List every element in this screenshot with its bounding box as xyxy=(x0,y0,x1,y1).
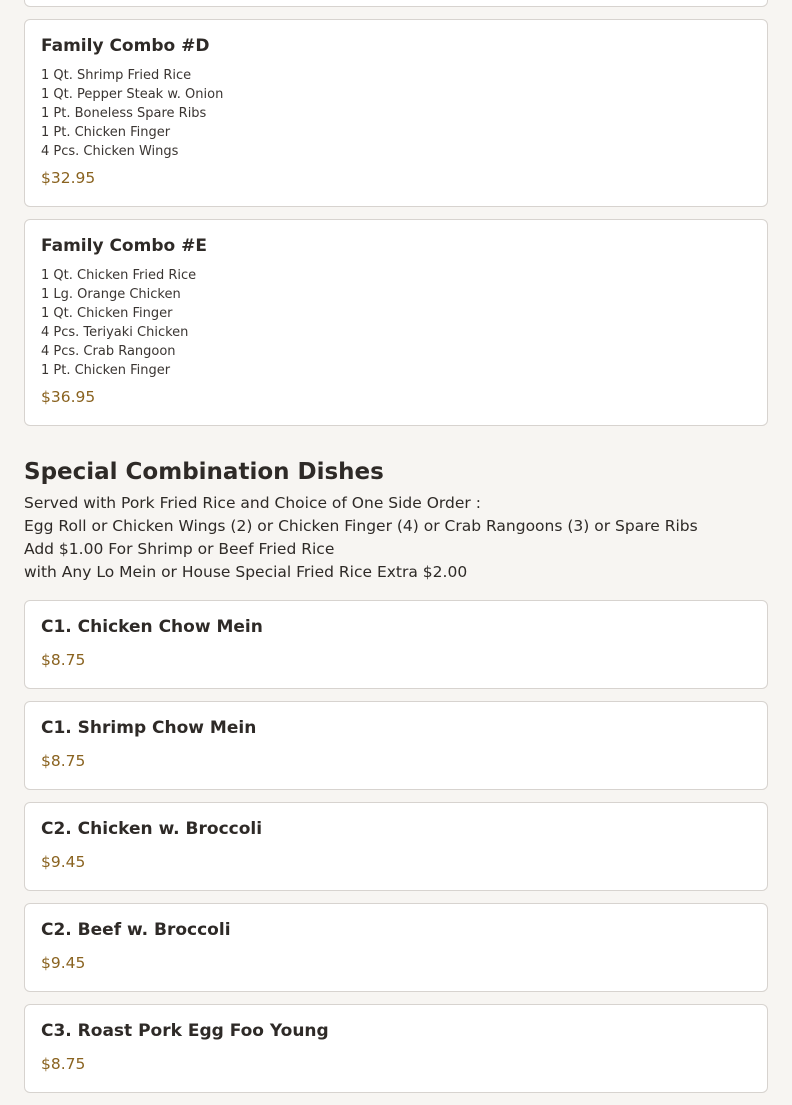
menu-item-title: C2. Chicken w. Broccoli xyxy=(41,819,263,839)
menu-item-card-previous[interactable] xyxy=(24,0,768,7)
menu-item-card-c1-shrimp-chow-mein[interactable] xyxy=(24,701,768,790)
menu-item-content-line: 1 Qt. Chicken Finger xyxy=(41,306,173,321)
menu-item-price: $8.75 xyxy=(41,651,86,669)
menu-item-content-line: 1 Lg. Orange Chicken xyxy=(41,287,181,302)
menu-item-price: $32.95 xyxy=(41,169,96,187)
section-note: with Any Lo Mein or House Special Fried Rice Extra $2.00 xyxy=(24,563,468,581)
menu-item-price: $36.95 xyxy=(41,388,96,406)
section-note: Served with Pork Fried Rice and Choice of One Side Order : xyxy=(24,494,481,512)
special-combination-section xyxy=(24,456,768,1093)
menu-item-title: C3. Roast Pork Egg Foo Young xyxy=(41,1021,329,1041)
menu-item-content-line: 1 Pt. Boneless Spare Ribs xyxy=(41,106,207,121)
menu-item-contents xyxy=(41,66,751,161)
section-description xyxy=(24,492,768,584)
menu-item-content-line: 4 Pcs. Crab Rangoon xyxy=(41,344,176,359)
menu-item-title: C1. Chicken Chow Mein xyxy=(41,617,263,637)
menu-page xyxy=(24,0,768,1105)
menu-item-title: Family Combo #D xyxy=(41,36,210,56)
menu-item-price: $8.75 xyxy=(41,1055,86,1073)
menu-item-card-c2-chicken-broccoli[interactable] xyxy=(24,802,768,891)
menu-item-content-line: 4 Pcs. Teriyaki Chicken xyxy=(41,325,189,340)
menu-item-content-line: 1 Pt. Chicken Finger xyxy=(41,125,171,140)
menu-item-title: C1. Shrimp Chow Mein xyxy=(41,718,257,738)
menu-item-content-line: 1 Qt. Pepper Steak w. Onion xyxy=(41,87,224,102)
menu-item-title: C2. Beef w. Broccoli xyxy=(41,920,231,940)
menu-item-card-c1-chicken-chow-mein[interactable] xyxy=(24,600,768,689)
menu-item-price: $8.75 xyxy=(41,752,86,770)
section-note: Egg Roll or Chicken Wings (2) or Chicken Finger (4) or Crab Rangoons (3) or Spare Ribs xyxy=(24,517,698,535)
menu-item-price: $9.45 xyxy=(41,954,86,972)
menu-item-contents xyxy=(41,266,751,380)
menu-item-title: Family Combo #E xyxy=(41,236,207,256)
menu-item-price: $9.45 xyxy=(41,853,86,871)
menu-item-card-c2-beef-broccoli[interactable] xyxy=(24,903,768,992)
section-title: Special Combination Dishes xyxy=(24,459,384,485)
menu-item-card-family-combo-e[interactable] xyxy=(24,219,768,426)
menu-item-card-family-combo-d[interactable] xyxy=(24,19,768,207)
menu-item-content-line: 1 Qt. Shrimp Fried Rice xyxy=(41,68,192,83)
section-note: Add $1.00 For Shrimp or Beef Fried Rice xyxy=(24,540,335,558)
menu-item-content-line: 1 Pt. Chicken Finger xyxy=(41,363,171,378)
menu-item-content-line: 1 Qt. Chicken Fried Rice xyxy=(41,268,197,283)
menu-item-content-line: 4 Pcs. Chicken Wings xyxy=(41,144,179,159)
menu-item-card-c3-roast-pork-egg-foo-young[interactable] xyxy=(24,1004,768,1093)
